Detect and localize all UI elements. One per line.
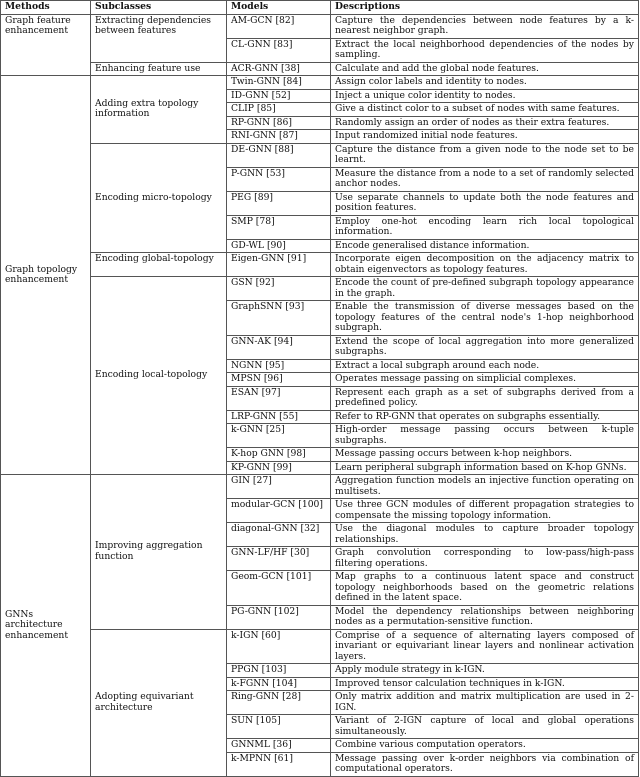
header-row [1, 1, 639, 15]
model-cell: ACR-GNN [38] [227, 62, 331, 76]
model-cell: SUN [105] [227, 715, 331, 739]
subclass-cell: Improving aggregation function [91, 475, 227, 630]
description-cell: Capture the distance from a given node to the node set to be learnt. [331, 143, 639, 167]
header-descriptions: Descriptions [331, 1, 639, 15]
method-cell: Graph feature enhancement [1, 14, 91, 76]
subclass-cell: Extracting dependencies between features [91, 14, 227, 62]
description-cell: Message passing over k-order neighbors via combination of computational operators. [331, 752, 639, 776]
model-cell: ID-GNN [52] [227, 89, 331, 103]
description-cell: Give a distinct color to a subset of nodes with same features. [331, 103, 639, 117]
description-cell: Extract the local neighborhood dependencies of the nodes by sampling. [331, 38, 639, 62]
subclass-cell: Encoding local-topology [91, 277, 227, 475]
model-cell: SMP [78] [227, 215, 331, 239]
table-row [1, 475, 639, 499]
model-cell: k-MPNN [61] [227, 752, 331, 776]
description-cell: Use three GCN modules of different propagation strategies to compensate the missing topology information. [331, 499, 639, 523]
description-cell: Calculate and add the global node features. [331, 62, 639, 76]
model-cell: Ring-GNN [28] [227, 691, 331, 715]
model-cell: GD-WL [90] [227, 239, 331, 253]
method-cell: Graph topology enhancement [1, 76, 91, 475]
model-cell: k-IGN [60] [227, 629, 331, 664]
header-models: Models [227, 1, 331, 15]
table-row [1, 143, 639, 167]
description-cell: Extract a local subgraph around each node. [331, 359, 639, 373]
model-cell: k-FGNN [104] [227, 677, 331, 691]
model-cell: Eigen-GNN [91] [227, 253, 331, 277]
description-cell: Apply module strategy in k-IGN. [331, 664, 639, 678]
description-cell: Model the dependency relationships between neighboring nodes as a permutation-sensitive function. [331, 605, 639, 629]
description-cell: Assign color labels and identity to nodes. [331, 76, 639, 90]
description-cell: Operates message passing on simplicial complexes. [331, 373, 639, 387]
table-row [1, 253, 639, 277]
subclass-cell: Encoding global-topology [91, 253, 227, 277]
model-cell: Geom-GCN [101] [227, 571, 331, 606]
model-cell: GNNML [36] [227, 739, 331, 753]
model-cell: K-hop GNN [98] [227, 448, 331, 462]
description-cell: Measure the distance from a node to a set of randomly selected anchor nodes. [331, 167, 639, 191]
description-cell: Comprise of a sequence of alternating layers composed of invariant or equivariant linear layers and nonlinear activation layers. [331, 629, 639, 664]
description-cell: Graph convolution corresponding to low-pass/high-pass filtering operations. [331, 547, 639, 571]
model-cell: NGNN [95] [227, 359, 331, 373]
table-row [1, 277, 639, 301]
description-cell: Incorporate eigen decomposition on the adjacency matrix to obtain eigenvectors as topology features. [331, 253, 639, 277]
description-cell: Improved tensor calculation techniques in k-IGN. [331, 677, 639, 691]
model-cell: GraphSNN [93] [227, 301, 331, 336]
description-cell: Inject a unique color identity to nodes. [331, 89, 639, 103]
table-row [1, 76, 639, 90]
table-row [1, 62, 639, 76]
table-row [1, 14, 639, 38]
description-cell: Variant of 2-IGN capture of local and global operations simultaneously. [331, 715, 639, 739]
model-cell: PPGN [103] [227, 664, 331, 678]
model-cell: modular-GCN [100] [227, 499, 331, 523]
description-cell: Encode generalised distance information. [331, 239, 639, 253]
model-cell: MPSN [96] [227, 373, 331, 387]
model-cell: KP-GNN [99] [227, 461, 331, 475]
model-cell: GNN-LF/HF [30] [227, 547, 331, 571]
table-row [1, 629, 639, 664]
model-cell: P-GNN [53] [227, 167, 331, 191]
description-cell: Message passing occurs between k-hop neighbors. [331, 448, 639, 462]
description-cell: High-order message passing occurs between k-tuple subgraphs. [331, 424, 639, 448]
model-cell: CL-GNN [83] [227, 38, 331, 62]
method-cell: GNNs architecture enhancement [1, 475, 91, 777]
model-cell: diagonal-GNN [32] [227, 523, 331, 547]
model-cell: CLIP [85] [227, 103, 331, 117]
model-cell: AM-GCN [82] [227, 14, 331, 38]
description-cell: Refer to RP-GNN that operates on subgraphs essentially. [331, 410, 639, 424]
description-cell: Combine various computation operators. [331, 739, 639, 753]
subclass-cell: Adding extra topology information [91, 76, 227, 144]
model-cell: DE-GNN [88] [227, 143, 331, 167]
header-methods: Methods [1, 1, 91, 15]
description-cell: Learn peripheral subgraph information based on K-hop GNNs. [331, 461, 639, 475]
model-cell: PEG [89] [227, 191, 331, 215]
model-cell: RP-GNN [86] [227, 116, 331, 130]
description-cell: Employ one-hot encoding learn rich local topological information. [331, 215, 639, 239]
header-subclasses: Subclasses [91, 1, 227, 15]
subclass-cell: Encoding micro-topology [91, 143, 227, 253]
model-cell: k-GNN [25] [227, 424, 331, 448]
description-cell: Use the diagonal modules to capture broader topology relationships. [331, 523, 639, 547]
model-cell: LRP-GNN [55] [227, 410, 331, 424]
description-cell: Extend the scope of local aggregation into more generalized subgraphs. [331, 335, 639, 359]
description-cell: Randomly assign an order of nodes as their extra features. [331, 116, 639, 130]
description-cell: Represent each graph as a set of subgraphs derived from a predefined policy. [331, 386, 639, 410]
description-cell: Use separate channels to update both the node features and position features. [331, 191, 639, 215]
model-cell: RNI-GNN [87] [227, 130, 331, 144]
description-cell: Aggregation function models an injective function operating on multisets. [331, 475, 639, 499]
description-cell: Map graphs to a continuous latent space and construct topology neighborhoods based on the geometric relations defined in the latent space. [331, 571, 639, 606]
model-cell: ESAN [97] [227, 386, 331, 410]
description-cell: Input randomized initial node features. [331, 130, 639, 144]
description-cell: Enable the transmission of diverse messages based on the topology features of the central node's 1-hop neighborhood subgraph. [331, 301, 639, 336]
model-cell: GIN [27] [227, 475, 331, 499]
description-cell: Only matrix addition and matrix multiplication are used in 2-IGN. [331, 691, 639, 715]
description-cell: Capture the dependencies between node features by a k-nearest neighbor graph. [331, 14, 639, 38]
subclass-cell: Enhancing feature use [91, 62, 227, 76]
model-cell: PG-GNN [102] [227, 605, 331, 629]
model-cell: GSN [92] [227, 277, 331, 301]
description-cell: Encode the count of pre-defined subgraph topology appearance in the graph. [331, 277, 639, 301]
subclass-cell: Adopting equivariant architecture [91, 629, 227, 776]
model-cell: GNN-AK [94] [227, 335, 331, 359]
model-cell: Twin-GNN [84] [227, 76, 331, 90]
